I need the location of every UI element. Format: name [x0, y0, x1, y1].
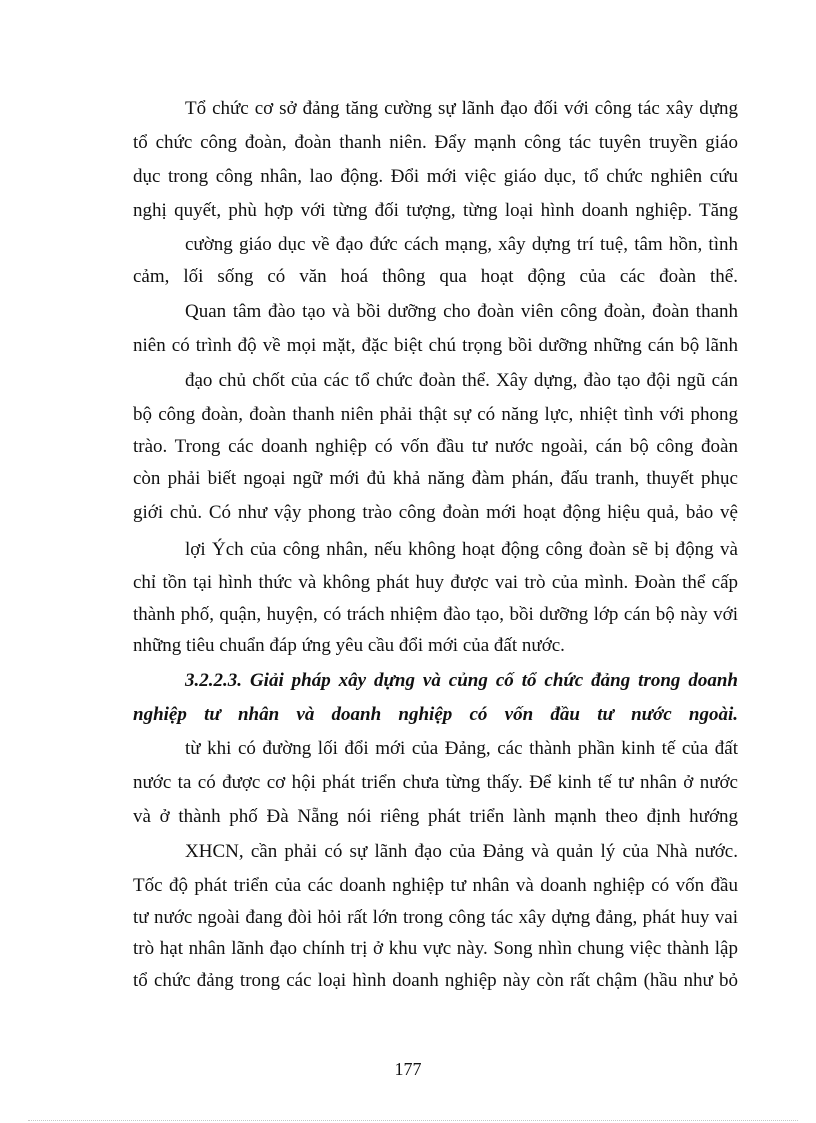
page-number: 177 [394, 1059, 422, 1079]
body-text-line: chỉ tồn tại hình thức và không phát huy được vai trò của mình. Đoàn thể cấp [133, 572, 738, 593]
body-text-line: giới chủ. Có như vậy phong trào công đoàn mới hoạt động hiệu quả, bảo vệ [133, 502, 738, 523]
body-text-line: Quan tâm đào tạo và bồi dưỡng cho đoàn viên công đoàn, đoàn thanh [185, 301, 738, 322]
body-text-line: trò hạt nhân lãnh đạo chính trị ở khu vực này. Song nhìn chung việc thành lập [133, 938, 738, 959]
body-text-line: nghị quyết, phù hợp với từng đối tượng, từng loại hình doanh nghiệp. Tăng [133, 200, 738, 221]
section-heading-line: nghiệp tư nhân và doanh nghiệp có vốn đầu tư nước ngoài. [133, 704, 738, 725]
body-text-line: nước ta có được cơ hội phát triển chưa từng thấy. Để kinh tế tư nhân ở nước [133, 772, 738, 793]
body-text-line: từ khi có đường lối đổi mới của Đảng, các thành phần kinh tế của đất [185, 738, 738, 759]
body-text-line: còn phải biết ngoại ngữ mới đủ khả năng đàm phán, đấu tranh, thuyết phục [133, 468, 738, 489]
body-text-line: cảm, lối sống có văn hoá thông qua hoạt động của các đoàn thể. [133, 266, 738, 287]
body-text-line: lợi Ých của công nhân, nếu không hoạt động công đoàn sẽ bị động và [185, 539, 738, 560]
body-text-line: dục trong công nhân, lao động. Đổi mới việc giáo dục, tổ chức nghiên cứu [133, 166, 738, 187]
body-text-line: bộ công đoàn, đoàn thanh niên phải thật sự có năng lực, nhiệt tình với phong [133, 404, 738, 425]
body-text-line: đạo chủ chốt của các tổ chức đoàn thể. Xây dựng, đào tạo đội ngũ cán [185, 370, 738, 391]
body-text-line: những tiêu chuẩn đáp ứng yêu cầu đổi mới của đất nước. [133, 635, 565, 656]
body-text-line: XHCN, cần phải có sự lãnh đạo của Đảng và quản lý của Nhà nước. [185, 841, 738, 862]
body-text-line: thành phố, quận, huyện, có trách nhiệm đào tạo, bồi dưỡng lớp cán bộ này với [133, 604, 738, 625]
body-text-line: và ở thành phố Đà Nẵng nói riêng phát triển lành mạnh theo định hướng [133, 806, 738, 827]
body-text-line: niên có trình độ về mọi mặt, đặc biệt chú trọng bồi dưỡng những cán bộ lãnh [133, 335, 738, 356]
body-text-line: cường giáo dục về đạo đức cách mạng, xây dựng trí tuệ, tâm hồn, tình [185, 234, 738, 255]
body-text-line: tổ chức công đoàn, đoàn thanh niên. Đẩy mạnh công tác tuyên truyền giáo [133, 132, 738, 153]
section-heading-line: 3.2.2.3. Giải pháp xây dựng và củng cố tổ chức đảng trong doanh [185, 670, 738, 691]
page-bottom-rule [28, 1120, 798, 1121]
body-text-line: tổ chức đảng trong các loại hình doanh nghiệp này còn rất chậm (hầu như bỏ [133, 970, 738, 991]
body-text-line: tư nước ngoài đang đòi hỏi rất lớn trong công tác xây dựng đảng, phát huy vai [133, 907, 738, 928]
body-text-line: Tổ chức cơ sở đảng tăng cường sự lãnh đạo đối với công tác xây dựng [185, 98, 738, 119]
body-text-line: trào. Trong các doanh nghiệp có vốn đầu tư nước ngoài, cán bộ công đoàn [133, 436, 738, 457]
body-text-line: Tốc độ phát triển của các doanh nghiệp tư nhân và doanh nghiệp có vốn đầu [133, 875, 738, 896]
